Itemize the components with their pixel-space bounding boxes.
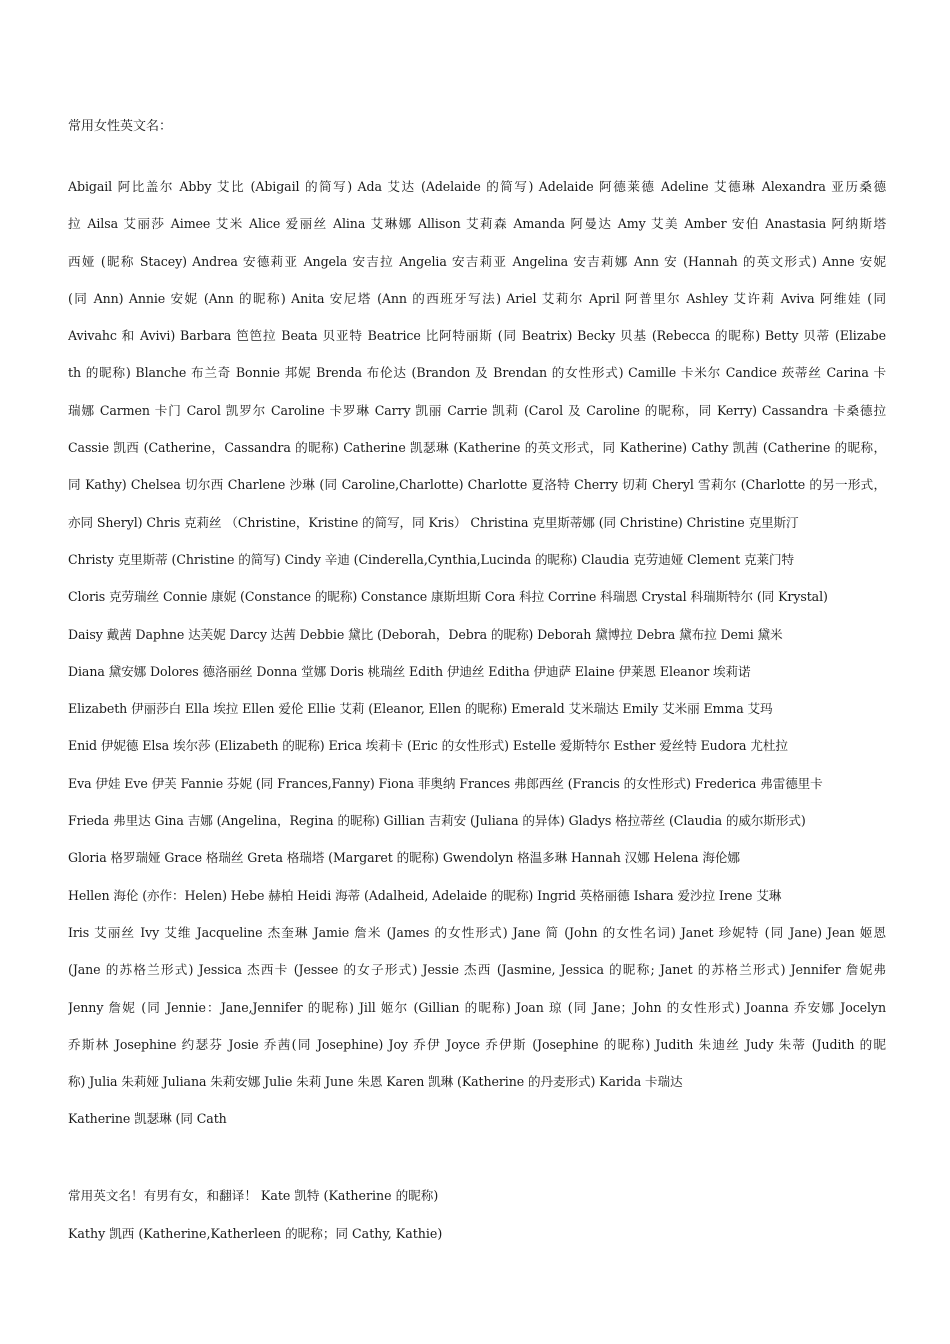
footer-text <box>68 1185 886 1260</box>
text-line: Abigail 阿比盖尔 Abby 艾比 (Abigail 的简写) Ada 艾达 (Adelaide 的简写) Adelaide 阿德莱德 Adeline 艾德琳 Alexandra 亚历桑德 <box>68 179 886 194</box>
footer-line: Kathy 凯西 (Katherine,Katherleen 的昵称；同 Cathy, Kathie) <box>68 1225 443 1241</box>
text-line: 拉 Ailsa 艾丽莎 Aimee 艾米 Alice 爱丽丝 Alina 艾琳娜 Allison 艾莉森 Amanda 阿曼达 Amy 艾美 Amber 安伯 Anastasia 阿纳斯塔 <box>68 216 886 232</box>
text-line: Iris 艾丽丝 Ivy 艾维 Jacqueline 杰奎琳 Jamie 詹米 (James 的女性形式) Jane 简 (John 的女性名词) Janet 珍妮特 (同 Jane) Jean 姬恩 <box>68 924 886 940</box>
text-line: Frieda 弗里达 Gina 吉娜 (Angelina，Regina 的昵称) Gillian 吉莉安 (Juliana 的异体) Gladys 格拉蒂丝 (Claudia 的威尔斯形式) <box>68 813 806 829</box>
text-line: Christy 克里斯蒂 (Christine 的简写) Cindy 辛迪 (Cinderella,Cynthia,Lucinda 的昵称) Claudia 克劳迪娅 Clement 克莱门特 <box>68 551 794 567</box>
text-line: (Jane 的苏格兰形式) Jessica 杰西卡 (Jessee 的女子形式) Jessie 杰西 (Jasmine, Jessica 的昵称; Janet 的苏格兰形式) Jennifer 詹妮弗 <box>68 962 886 978</box>
text-line: Avivahc 和 Avivi) Barbara 笆笆拉 Beata 贝亚特 Beatrice 比阿特丽斯 (同 Beatrix) Becky 贝基 (Rebecca 的昵称) Betty 贝蒂 (Elizabe <box>68 328 886 344</box>
text-line: Eva 伊娃 Eve 伊芙 Fannie 芬妮 (同 Frances,Fanny) Fiona 菲奥纳 Frances 弗郎西丝 (Francis 的女性形式) Frederica 弗雷德里卡 <box>68 775 823 791</box>
text-line: Gloria 格罗瑞娅 Grace 格瑞丝 Greta 格瑞塔 (Margaret 的昵称) Gwendolyn 格温多琳 Hannah 汉娜 Helena 海伦娜 <box>68 850 740 866</box>
text-line: Daisy 戴茜 Daphne 达芙妮 Darcy 达茜 Debbie 黛比 (Deborah，Debra 的昵称) Deborah 黛博拉 Debra 黛布拉 Demi 黛米 <box>68 626 783 642</box>
text-line: 亦同 Sheryl) Chris 克莉丝 （Christine，Kristine 的简写，同 Kris） Christina 克里斯蒂娜 (同 Christine) Christine 克里斯汀 <box>68 514 799 530</box>
text-line: Cloris 克劳瑞丝 Connie 康妮 (Constance 的昵称) Constance 康斯坦斯 Cora 科拉 Corrine 科瑞恩 Crystal 科瑞斯特尔 (同 Krystal) <box>68 589 828 605</box>
names-body <box>68 176 886 1146</box>
text-line: 瑞娜 Carmen 卡门 Carol 凯罗尔 Caroline 卡罗琳 Carry 凯丽 Carrie 凯莉 (Carol 及 Caroline 的昵称，同 Kerry) Cassandra 卡桑德拉 <box>68 402 886 418</box>
text-line: 同 Kathy) Chelsea 切尔西 Charlene 沙琳 (同 Caroline,Charlotte) Charlotte 夏洛特 Cherry 切莉 Cheryl 雪莉尔 (Charlotte 的另一形式， <box>68 477 886 493</box>
text-line: Cassie 凯西 (Catherine，Cassandra 的昵称) Catherine 凯瑟琳 (Katherine 的英文形式，同 Katherine) Cathy 凯茜 (Catherine 的昵称， <box>68 440 886 456</box>
text-line: Hellen 海伦 (亦作：Helen) Hebe 赫柏 Heidi 海蒂 (Adalheid, Adelaide 的昵称) Ingrid 英格丽德 Ishara 爱沙拉 Irene 艾琳 <box>68 887 782 903</box>
text-line: (同 Ann) Annie 安妮 (Ann 的昵称) Anita 安尼塔 (Ann 的西班牙写法) Ariel 艾莉尔 April 阿普里尔 Ashley 艾许莉 Aviva 阿维娃 (同 <box>68 290 886 306</box>
text-line: th 的昵称) Blanche 布兰奇 Bonnie 邦妮 Brenda 布伦达 (Brandon 及 Brendan 的女性形式) Camille 卡米尔 Candice 莰蒂丝 Carina 卡 <box>68 365 886 381</box>
text-line: Diana 黛安娜 Dolores 德洛丽丝 Donna 堂娜 Doris 桃瑞丝 Edith 伊迪丝 Editha 伊迪萨 Elaine 伊莱恩 Eleanor 埃莉诺 <box>68 663 751 679</box>
text-line: Katherine 凯瑟琳 (同 Cath <box>68 1111 227 1127</box>
footer-line: 常用英文名！有男有女，和翻译！ Kate 凯特 (Katherine 的昵称) <box>68 1188 439 1203</box>
text-line: Elizabeth 伊丽莎白 Ella 埃拉 Ellen 爱伦 Ellie 艾莉 (Eleanor, Ellen 的昵称) Emerald 艾米瑞达 Emily 艾米丽 Emma 艾玛 <box>68 701 773 717</box>
text-line: 称) Julia 朱莉娅 Juliana 朱莉安娜 Julie 朱莉 June 朱恩 Karen 凯琳 (Katherine 的丹麦形式) Karida 卡瑞达 <box>68 1074 683 1090</box>
text-line: Enid 伊妮德 Elsa 埃尔莎 (Elizabeth 的昵称) Erica 埃莉卡 (Eric 的女性形式) Estelle 爱斯特尔 Esther 爱丝特 Eudora 尤杜拉 <box>68 738 788 754</box>
text-line: 乔斯林 Josephine 约瑟芬 Josie 乔茜(同 Josephine) Joy 乔伊 Joyce 乔伊斯 (Josephine 的昵称) Judith 朱迪丝 Judy 朱蒂 (Judith 的昵 <box>68 1036 886 1052</box>
document-heading: 常用女性英文名： <box>68 119 173 134</box>
text-line: Jenny 詹妮 (同 Jennie：Jane,Jennifer 的昵称) Jill 姬尔 (Gillian 的昵称) Joan 琼 (同 Jane；John 的女性形式) Joanna 乔安娜 Jocelyn <box>68 999 886 1015</box>
text-line: 西娅 (昵称 Stacey) Andrea 安德莉亚 Angela 安吉拉 Angelia 安吉莉亚 Angelina 安吉莉娜 Ann 安 (Hannah 的英文形式) Anne 安妮 <box>68 253 886 269</box>
